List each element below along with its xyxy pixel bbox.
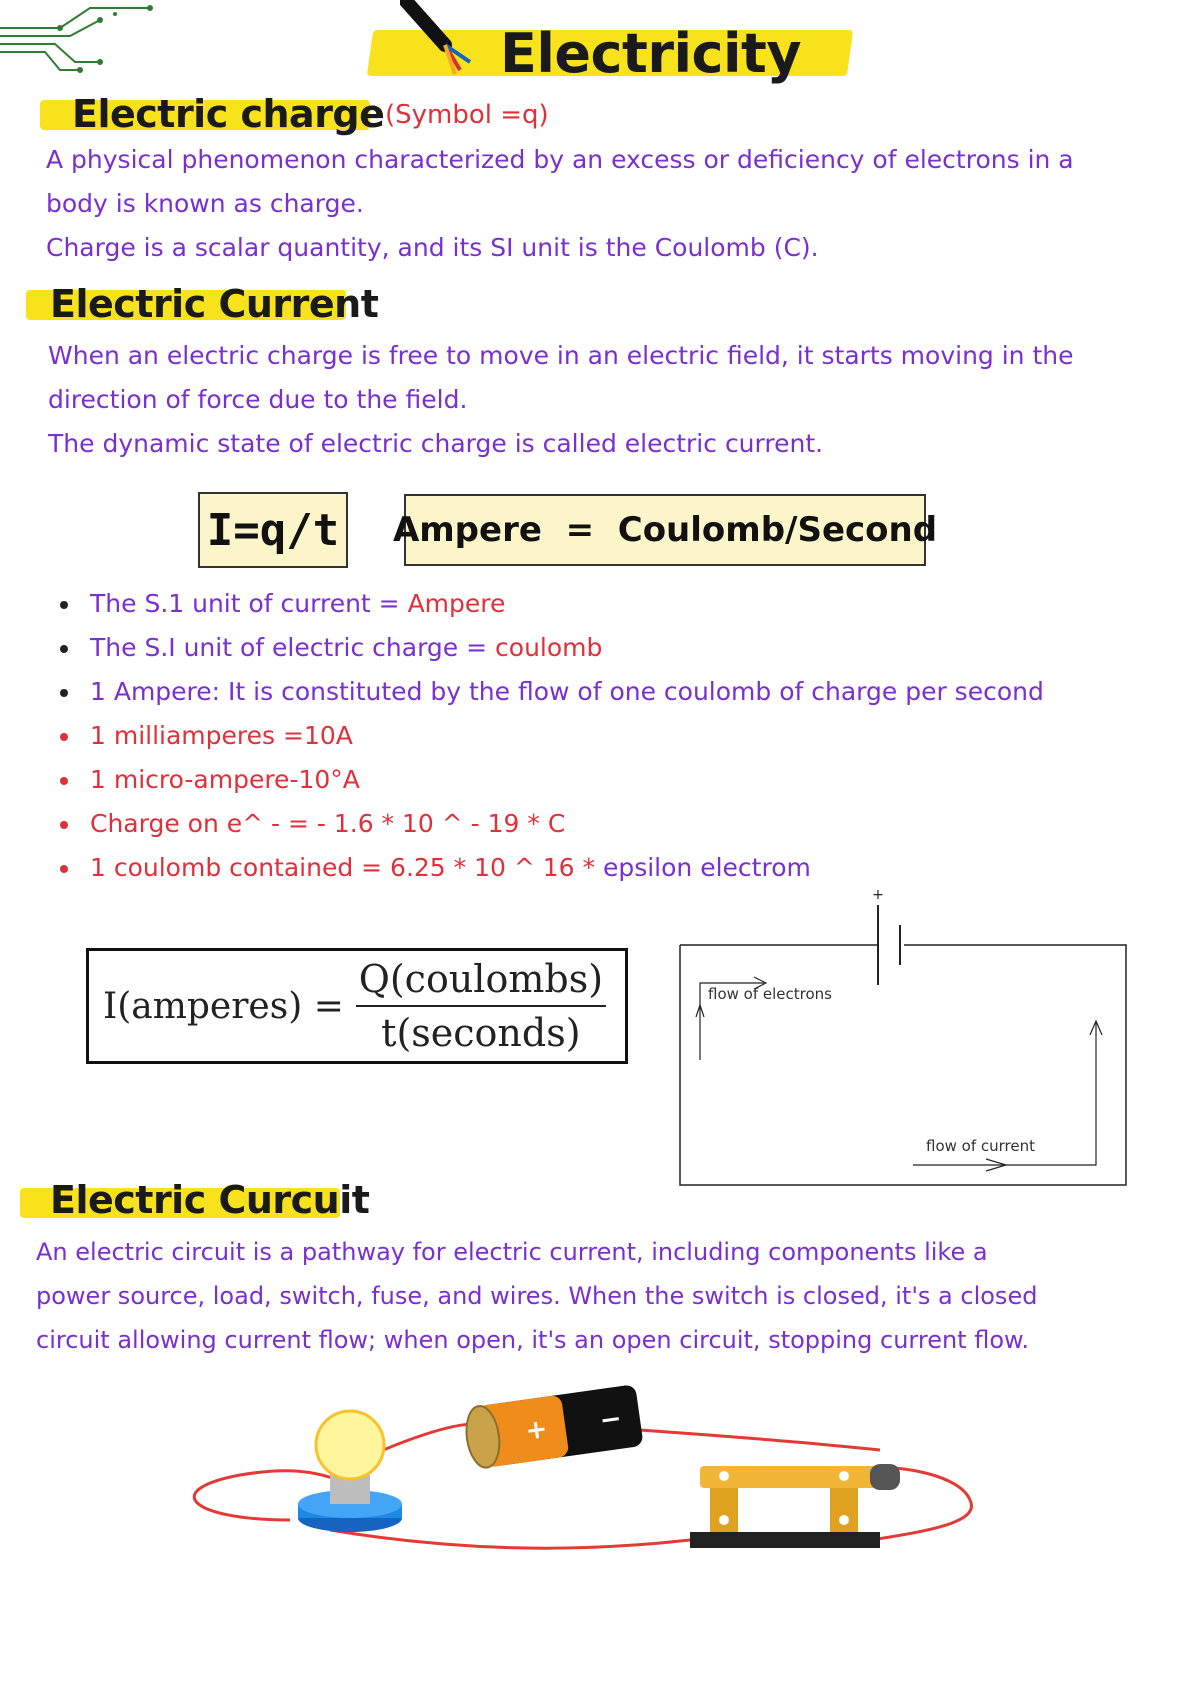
unit-formula-box xyxy=(392,494,938,566)
circuit-paragraph xyxy=(36,1230,1037,1362)
wire xyxy=(330,1530,690,1548)
charge-heading: Electric charge xyxy=(72,92,385,136)
fraction-formula-box xyxy=(86,948,628,1064)
battery-icon xyxy=(463,1384,644,1470)
list-item: 1 milliamperes =10A xyxy=(58,714,1044,758)
unit-formula: Ampere = Coulomb/Second xyxy=(392,510,938,550)
list-item: Charge on e^ - = - 1.6 * 10 ^ - 19 * C xyxy=(58,802,1044,846)
current-heading: Electric Current xyxy=(50,282,379,326)
list-item: 1 coulomb contained = 6.25 * 10 ^ 16 * epsilon electrom xyxy=(58,846,1044,890)
battery-plus-sign: + xyxy=(523,1413,550,1447)
fraction-lhs: I(amperes) = xyxy=(103,985,344,1027)
current-paragraph xyxy=(48,334,1074,466)
battery-plus-label: + xyxy=(872,887,884,903)
charge-line: Charge is a scalar quantity, and its SI unit is the Coulomb (C). xyxy=(46,233,819,262)
electron-flow-label: flow of electrons xyxy=(708,985,832,1003)
list-item: The S.I unit of electric charge = coulomb xyxy=(58,626,1044,670)
circuit-illustration xyxy=(180,1380,990,1570)
cable-icon xyxy=(400,0,490,80)
charge-line: body is known as charge. xyxy=(46,189,364,218)
fraction-numerator: Q(coulombs) xyxy=(358,957,604,1001)
circuit-decoration-icon xyxy=(0,0,160,80)
bulb-icon xyxy=(298,1411,402,1532)
current-line: The dynamic state of electric charge is called electric current. xyxy=(48,429,824,458)
current-line: direction of force due to the field. xyxy=(48,385,468,414)
current-bullets xyxy=(58,582,1044,890)
charge-symbol: (Symbol =q) xyxy=(385,100,549,130)
list-item: 1 Ampere: It is constituted by the flow of one coulomb of charge per second xyxy=(58,670,1044,714)
list-item: The S.1 unit of current = Ampere xyxy=(58,582,1044,626)
current-flow-diagram xyxy=(676,885,1136,1190)
list-item: 1 micro-ampere-10°A xyxy=(58,758,1044,802)
charge-line: A physical phenomenon characterized by an excess or deficiency of electrons in a xyxy=(46,145,1074,174)
circuit-heading: Electric Curcuit xyxy=(50,1178,370,1222)
circuit-line: circuit allowing current flow; when open, it's an open circuit, stopping current flow. xyxy=(36,1326,1030,1354)
circuit-line: An electric circuit is a pathway for electric current, including components like a xyxy=(36,1238,988,1266)
current-formula: I=q/t xyxy=(206,504,340,556)
circuit-line: power source, load, switch, fuse, and wires. When the switch is closed, it's a closed xyxy=(36,1282,1038,1310)
page-title: Electricity xyxy=(500,22,802,85)
knife-switch-icon xyxy=(690,1464,900,1548)
current-line: When an electric charge is free to move in an electric field, it starts moving in the xyxy=(48,341,1074,370)
current-flow-label: flow of current xyxy=(926,1137,1035,1155)
wire xyxy=(640,1430,880,1450)
current-formula-box xyxy=(198,492,348,568)
fraction-denominator: t(seconds) xyxy=(381,1011,581,1055)
charge-paragraph xyxy=(46,138,1074,270)
battery-minus-sign: − xyxy=(597,1403,624,1437)
